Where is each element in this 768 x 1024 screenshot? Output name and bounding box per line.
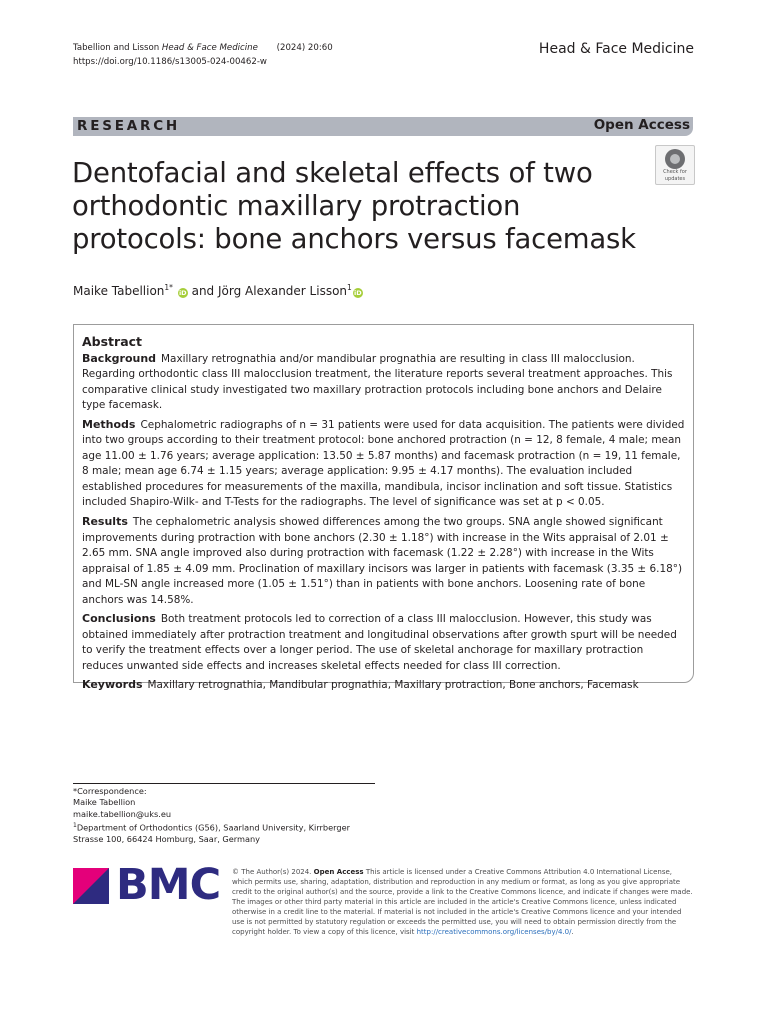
author-name: Jörg Alexander Lisson [218, 284, 348, 298]
article-title: Dentofacial and skeletal effects of two orthodontic maxillary protraction protocols: bone anchors versus facemask [72, 157, 636, 255]
check-for-updates-button[interactable] [655, 145, 695, 185]
affiliation-marker: 1 [73, 821, 77, 829]
license-statement [232, 867, 694, 937]
article-type-label: RESEARCH [77, 118, 181, 134]
author-affiliation-marker: 1 [347, 283, 352, 292]
abstract-section-text: The cephalometric analysis showed differences among the two groups. SNA angle showed significant improvements during protraction with bone anchors (2.30 ± 1.18°) with increase in the Wits appraisal of 2.01 ± 2.65 mm. SNA angle improved also during protraction with facemask (1.22 ± 2.28°) with increase in the Wits appraisal of 1.85 ± 4.09 mm. Proclination of maxillary incisors was larger in patients with facemask (3.35 ± 6.18°) and ML-SN angle increased more (1.05 ± 1.51°) than in patients with bone anchors. Loosening rate of bone anchors was 14.58%. [82, 516, 683, 606]
license-copyright: © The Author(s) 2024. [232, 868, 312, 876]
abstract-section [82, 514, 686, 608]
correspondence-label: *Correspondence: [73, 786, 147, 796]
check-updates-line1: Check for [663, 169, 687, 175]
author-affiliation-marker: 1* [164, 283, 173, 292]
affiliation-line: Strasse 100, 66424 Homburg, Saar, Germany [73, 833, 261, 844]
affiliation-line [73, 820, 350, 834]
journal-name: Head & Face Medicine [538, 41, 694, 57]
bmc-logo-mark-icon [73, 868, 109, 904]
author-list [73, 283, 363, 298]
author-conjunction: and [191, 284, 215, 298]
abstract-section-text: Maxillary retrognathia and/or mandibular prognathia are resulting in class III malocclusion. Regarding orthodontic class III malocclusion treatment, the literature reports several treatment approaches. This comparative clinical study investigated two maxillary protraction protocols including bone anchors and Delaire type facemask. [82, 352, 673, 412]
license-suffix: . [571, 928, 574, 937]
abstract-section-label: Background [82, 351, 157, 365]
correspondence-footnote [73, 786, 350, 845]
license-url-link[interactable]: http://creativecommons.org/licenses/by/4.0/ [416, 928, 572, 937]
check-updates-icon [665, 149, 685, 169]
abstract-keywords [82, 677, 686, 694]
abstract-section-text: Cephalometric radiographs of n = 31 patients were used for data acquisition. The patients were divided into two groups according to their treatment protocol: bone anchored protraction (n = 12, 8 female, 4 male; mean age 11.00 ± 1.76 years; average application: 13.50 ± 5.87 months) and facemask protraction (n = 19, 11 female, 8 male; mean age 6.74 ± 1.15 years; average application: 9.95 ± 4.17 months). The evaluation included established procedures for measurements of the maxilla, mandibula, incisor inclination and soft tissue. Statistics included Shapiro-Wilk- and T-Tests for the radiographs. The level of significance was set at p < 0.05. [82, 418, 685, 509]
keywords-text: Maxillary retrognathia, Mandibular prognathia, Maxillary protraction, Bone anchors, Facemask [147, 679, 639, 692]
research-banner [73, 117, 693, 136]
abstract-section [82, 611, 686, 674]
correspondence-name: Maike Tabellion [73, 797, 136, 808]
abstract-section-label: Keywords [82, 678, 143, 692]
abstract-section [82, 417, 686, 511]
abstract-section-label: Methods [82, 417, 136, 431]
correspondence-email[interactable]: maike.tabellion@uks.eu [73, 808, 172, 819]
orcid-icon[interactable]: iD [178, 289, 187, 297]
bmc-logo-text: BMC [116, 860, 221, 910]
license-text: This article is licensed under a Creative Commons Attribution 4.0 International License, which permits use, sharing, adaptation, distribution and reproduction in any medium or format, as long as you give appropriate credit to the original author(s) and the source, provide a link to the Creative Commons licence, and indicate if changes were made. The images or other third party material in this article are included in the article's Creative Commons licence, unless indicated otherwise in a credit line to the material. If material is not included in the article's Creative Commons licence and your intended use is not permitted by statutory regulation or exceeds the permitted use, you will need to obtain permission directly from the copyright holder. To view a copy of this licence, visit [232, 868, 693, 937]
bmc-logo [73, 860, 221, 910]
abstract-box [73, 324, 694, 692]
abstract-heading: Abstract [82, 334, 143, 349]
check-updates-line2: updates [664, 175, 686, 182]
author-name: Maike Tabellion [73, 284, 165, 298]
header-journal-italic: Head & Face Medicine [161, 43, 258, 53]
abstract-section-label: Conclusions [82, 612, 156, 626]
orcid-icon[interactable]: iD [354, 289, 362, 297]
license-open-access: Open Access [313, 868, 364, 876]
footnote-divider [73, 783, 375, 784]
running-header [73, 42, 333, 69]
doi-link[interactable]: https://doi.org/10.1186/s13005-024-00462-w [73, 56, 267, 67]
open-access-label: Open Access [593, 117, 690, 133]
abstract-section [82, 351, 686, 414]
abstract-section-text: Both treatment protocols led to correction of a class III malocclusion. However, this study was obtained immediately after protraction treatment and longitudinal observations after growth spurt will be needed to verify the treatment effects over a longer period. The use of skeletal anchorage for maxillary protraction reduces unwanted side effects and increases skeletal effects needed for class III correction. [82, 613, 677, 672]
abstract-section-label: Results [82, 515, 128, 529]
affiliation-text: Department of Orthodontics (G56), Saarland University, Kirrberger [76, 822, 350, 833]
header-authors: Tabellion and Lisson [73, 43, 160, 53]
header-year-pages: (2024) 20:60 [276, 43, 333, 53]
